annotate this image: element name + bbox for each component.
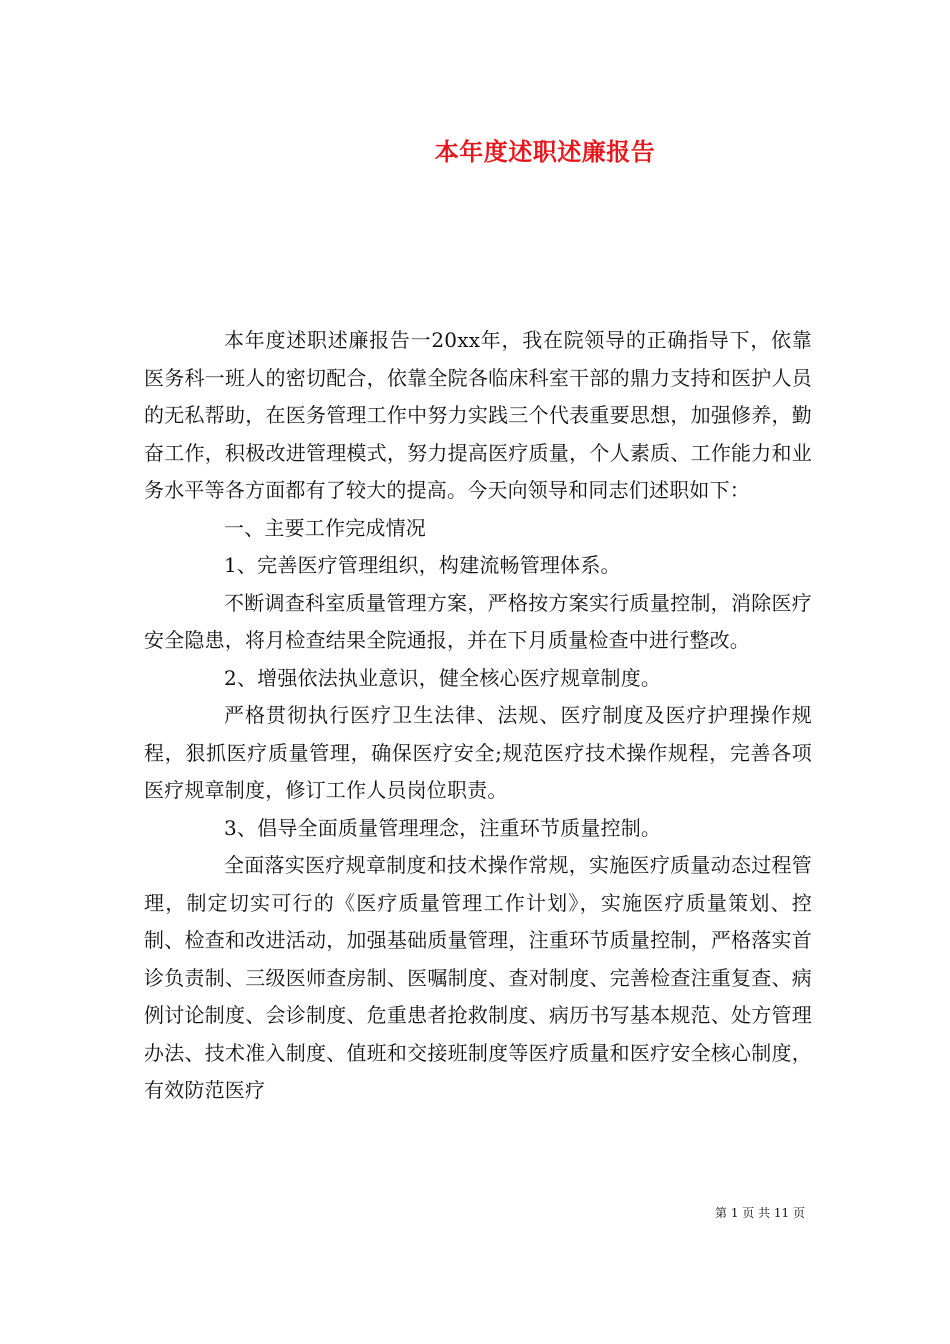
subheading-1: 1、完善医疗管理组织，构建流畅管理体系。 (224, 553, 621, 577)
subheading-3: 3、倡导全面质量管理理念，注重环节质量控制。 (224, 815, 662, 840)
paragraph-1: 不断调查科室质量管理方案，严格按方案实行质量控制，消除医疗安全隐患，将月检查结果全院通报，并在下月质量检查中进行整改。 (144, 590, 812, 652)
paragraph-3: 全面落实医疗规章制度和技术操作常规，实施医疗质量动态过程管理，制定切实可行的《医疗质量管理工作计划》，实施医疗质量策划、控制、检查和改进活动，加强基础质量管理，注重环节质量控制，严格落实首诊负责制、三级医师查房制、医嘱制度、查对制度、完善检查注重复查、病例讨论制度、会诊制度、危重患者抢救制度、病历书写基本规范、处方管理办法、技术准入制度、值班和交接班制度等医疗质量和医疗安全核心制度，有效防范医疗 (144, 853, 812, 1102)
section-heading-main-work: 一、主要工作完成情况 (224, 515, 426, 540)
paragraph-intro: 本年度述职述廉报告一20xx年，我在院领导的正确指导下，依靠医务科一班人的密切配合，依靠全院各临床科室干部的鼎力支持和医护人员的无私帮助，在医务管理工作中努力实践三个代表重要思想，加强修养，勤奋工作，积极改进管理模式，努力提高医疗质量，个人素质、工作能力和业务水平等各方面都有了较大的提高。今天向领导和同志们述职如下： (144, 328, 812, 502)
page-number: 第 1 页 共 11 页 (715, 1206, 805, 1220)
document-body (144, 322, 812, 1110)
paragraph-2: 严格贯彻执行医疗卫生法律、法规、医疗制度及医疗护理操作规程，狠抓医疗质量管理，确保医疗安全;规范医疗技术操作规程，完善各项医疗规章制度，修订工作人员岗位职责。 (144, 703, 812, 802)
subheading-2: 2、增强依法执业意识，健全核心医疗规章制度。 (224, 665, 662, 690)
document-title: 本年度述职述廉报告 (434, 137, 656, 166)
